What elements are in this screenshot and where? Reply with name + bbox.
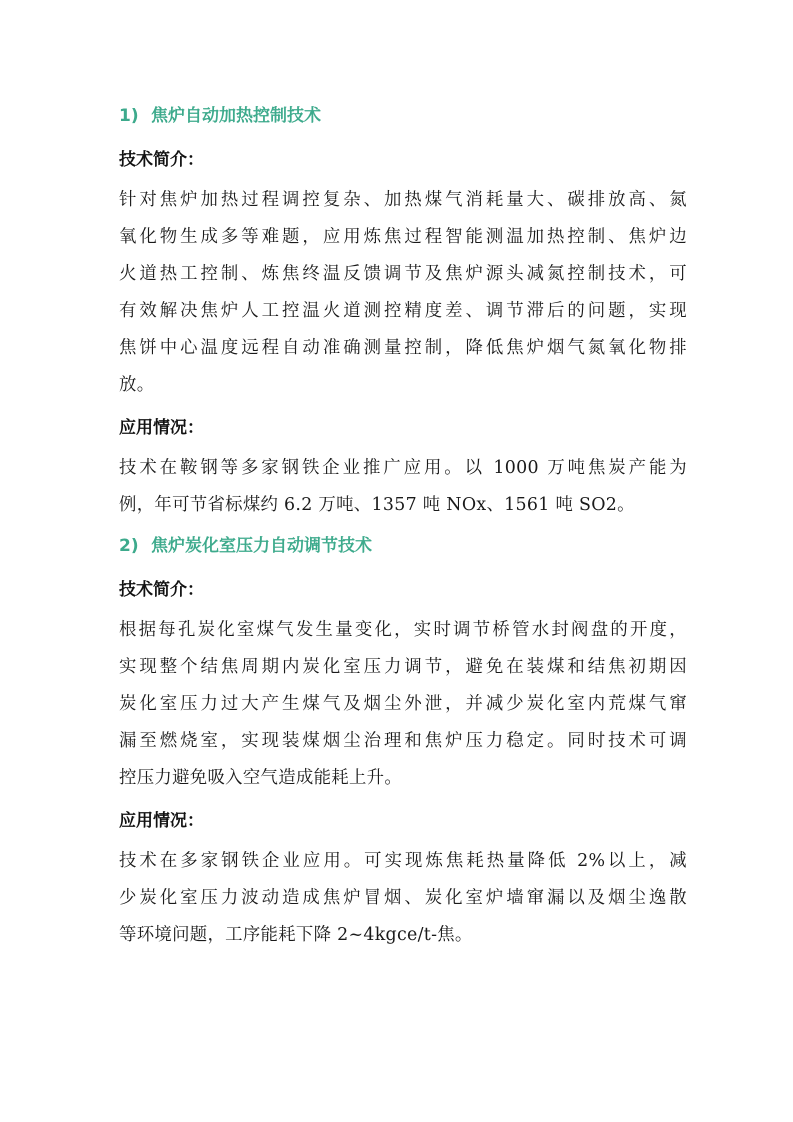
intro-paragraph bbox=[119, 612, 687, 797]
application-label: 应用情况： bbox=[119, 811, 204, 831]
section-title: 焦炉自动加热控制技术 bbox=[151, 106, 321, 126]
paragraph-line: 放。 bbox=[119, 375, 155, 395]
section-heading bbox=[119, 96, 687, 136]
intro-label: 技术简介： bbox=[119, 150, 204, 170]
paragraph-line: 火道热工控制、炼焦终温反馈调节及焦炉源头减氮控制技术，可 bbox=[119, 264, 687, 284]
paragraph-line: 技术在鞍钢等多家钢铁企业推广应用。以 1000 万吨焦炭产能为 bbox=[119, 458, 687, 478]
paragraph-line: 氧化物生成多等难题，应用炼焦过程智能测温加热控制、焦炉边 bbox=[119, 227, 687, 247]
document-page bbox=[119, 96, 687, 954]
section-title: 焦炉炭化室压力自动调节技术 bbox=[151, 536, 372, 556]
paragraph-line: 实现整个结焦周期内炭化室压力调节，避免在装煤和结焦初期因 bbox=[119, 657, 687, 677]
paragraph-line: 针对焦炉加热过程调控复杂、加热煤气消耗量大、碳排放高、氮 bbox=[119, 190, 687, 210]
paragraph-line: 漏至燃烧室，实现装煤烟尘治理和焦炉压力稳定。同时技术可调 bbox=[119, 731, 687, 751]
paragraph-line: 少炭化室压力波动造成焦炉冒烟、炭化室炉墙窜漏以及烟尘逸散 bbox=[119, 888, 687, 908]
paragraph-line: 等环境问题，工序能耗下降 2~4kgce/t-焦。 bbox=[119, 925, 473, 945]
paragraph-line: 根据每孔炭化室煤气发生量变化，实时调节桥管水封阀盘的开度， bbox=[119, 620, 687, 640]
intro-label: 技术简介： bbox=[119, 580, 204, 600]
section-2 bbox=[119, 526, 687, 954]
application-paragraph bbox=[119, 450, 687, 524]
paragraph-line: 控压力避免吸入空气造成能耗上升。 bbox=[119, 768, 403, 788]
paragraph-line: 焦饼中心温度远程自动准确测量控制，降低焦炉烟气氮氧化物排 bbox=[119, 338, 687, 358]
section-1 bbox=[119, 96, 687, 524]
paragraph-line: 技术在多家钢铁企业应用。可实现炼焦耗热量降低 2%以上，减 bbox=[119, 851, 687, 871]
paragraph-line: 例，年可节省标煤约 6.2 万吨、1357 吨 NOx、1561 吨 SO2。 bbox=[119, 495, 635, 515]
application-paragraph bbox=[119, 843, 687, 954]
section-number: 2) bbox=[119, 536, 139, 556]
paragraph-line: 有效解决焦炉人工控温火道测控精度差、调节滞后的问题，实现 bbox=[119, 301, 687, 321]
paragraph-line: 炭化室压力过大产生煤气及烟尘外泄，并减少炭化室内荒煤气窜 bbox=[119, 694, 687, 714]
section-heading bbox=[119, 526, 687, 566]
intro-paragraph bbox=[119, 182, 687, 404]
application-label: 应用情况： bbox=[119, 418, 204, 438]
section-number: 1) bbox=[119, 106, 139, 126]
